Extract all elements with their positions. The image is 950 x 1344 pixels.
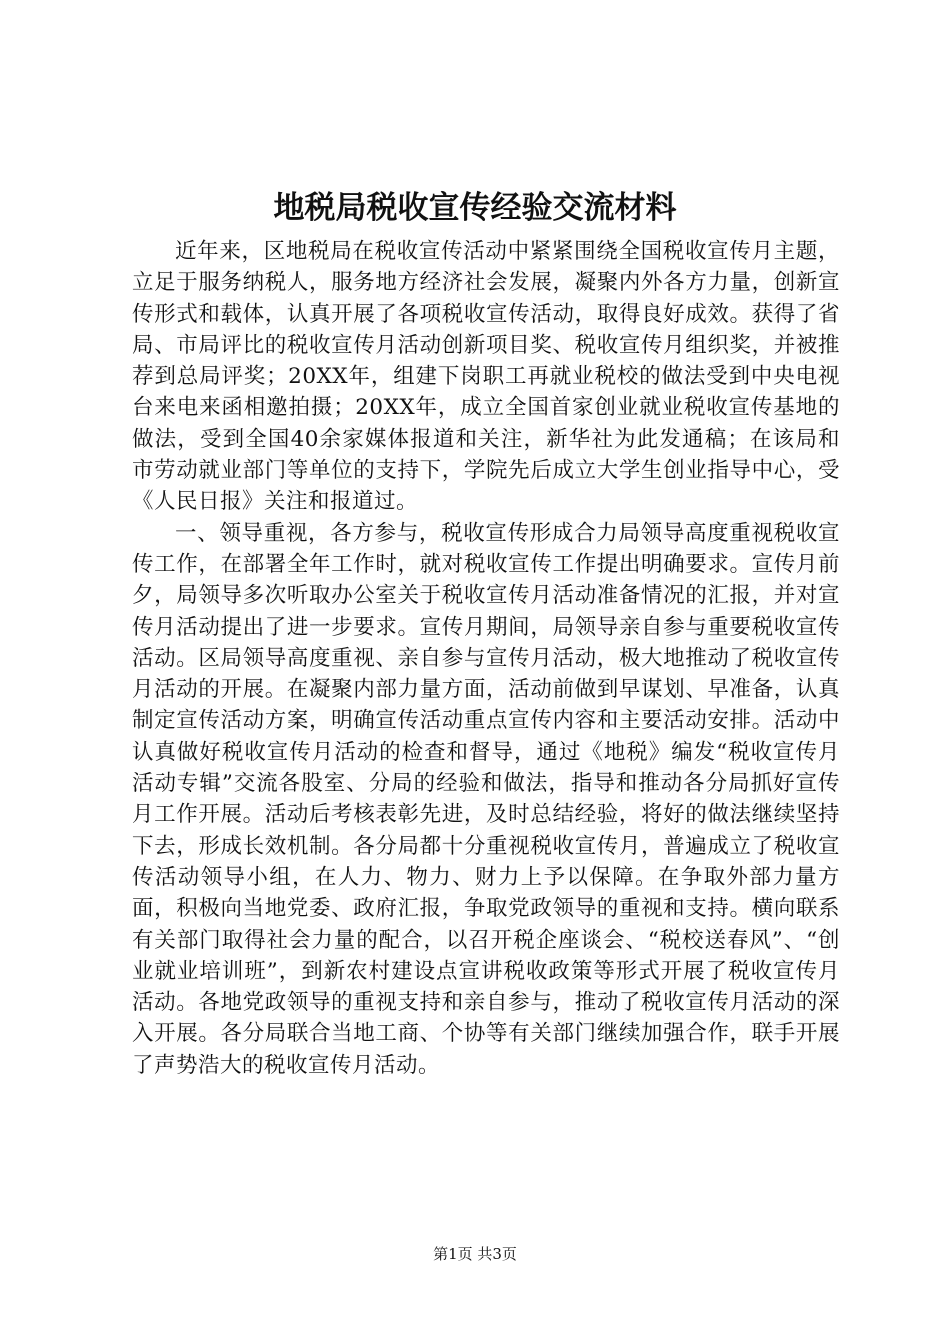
- document-body: [132, 236, 840, 1081]
- page-number-footer: 第1页 共3页: [433, 1245, 517, 1263]
- document-title: 地税局税收宣传经验交流材料: [273, 190, 677, 226]
- paragraph-section-one: 一、领导重视，各方参与，税收宣传形成合力局领导高度重视税收宣传工作，在部署全年工作时，就对税收宣传工作提出明确要求。宣传月前夕，局领导多次听取办公室关于税收宣传月活动准备情况的汇报，并对宣传月活动提出了进一步要求。宣传月期间，局领导亲自参与重要税收宣传活动。区局领导高度重视、亲自参与宣传月活动，极大地推动了税收宣传月活动的开展。在凝聚内部力量方面，活动前做到早谋划、早准备，认真制定宣传活动方案，明确宣传活动重点宣传内容和主要活动安排。活动中认真做好税收宣传月活动的检查和督导，通过《地税》编发“税收宣传月活动专辑”交流各股室、分局的经验和做法，指导和推动各分局抓好宣传月工作开展。活动后考核表彰先进，及时总结经验，将好的做法继续坚持下去，形成长效机制。各分局都十分重视税收宣传月，普遍成立了税收宣传活动领导小组，在人力、物力、财力上予以保障。在争取外部力量方面，积极向当地党委、政府汇报，争取党政领导的重视和支持。横向联系有关部门取得社会力量的配合，以召开税企座谈会、“税校送春风”、“创业就业培训班”，到新农村建设点宣讲税收政策等形式开展了税收宣传月活动。各地党政领导的重视支持和亲自参与，推动了税收宣传月活动的深入开展。各分局联合当地工商、个协等有关部门继续加强合作，联手开展了声势浩大的税收宣传月活动。: [132, 520, 840, 1078]
- paragraph-intro: 近年来，区地税局在税收宣传活动中紧紧围绕全国税收宣传月主题，立足于服务纳税人，服务地方经济社会发展，凝聚内外各方力量，创新宣传形式和载体，认真开展了各项税收宣传活动，取得良好成效。获得了省局、市局评比的税收宣传月活动创新项目奖、税收宣传月组织奖，并被推荐到总局评奖；20XX年，组建下岗职工再就业税校的做法受到中央电视台来电来函相邀拍摄；20XX年，成立全国首家创业就业税收宣传基地的做法，受到全国40余家媒体报道和关注，新华社为此发通稿；在该局和市劳动就业部门等单位的支持下，学院先后成立大学生创业指导中心，受《人民日报》关注和报道过。: [132, 239, 840, 515]
